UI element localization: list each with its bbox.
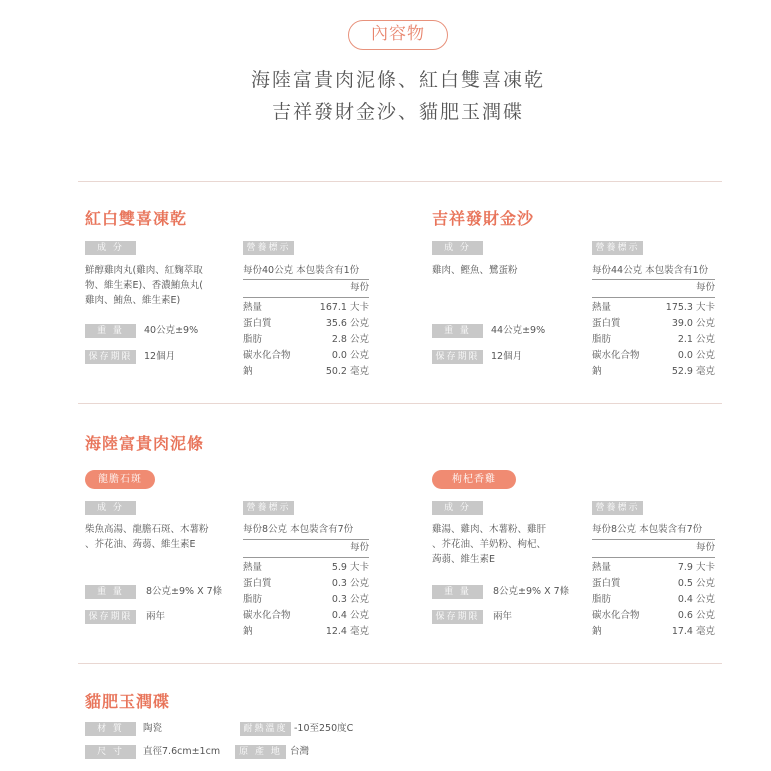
weight-tag: 重 量 — [432, 324, 483, 338]
shelf-life-tag: 保存期限 — [85, 350, 136, 364]
nutrient-name-calories: 熱量 — [592, 562, 612, 573]
nutrient-value-protein: 35.6 公克 — [325, 318, 369, 329]
ingredients-line-1: 雞肉、鰹魚、鷺蛋粉 — [432, 265, 518, 276]
nutrient-value-calories: 7.9 大卡 — [677, 562, 715, 573]
shelf-life-value: 12個月 — [144, 351, 176, 362]
nutrient-value-sodium: 50.2 毫克 — [325, 366, 369, 377]
nutrient-value-fat: 0.3 公克 — [331, 594, 369, 605]
serving-size: 每份8公克 本包裝含有7份 — [243, 524, 354, 535]
puree-title: 海陸富貴肉泥條 — [85, 434, 205, 453]
nutrient-value-calories: 175.3 大卡 — [665, 302, 715, 313]
nutrient-name-sodium: 鈉 — [243, 626, 253, 637]
dish-title: 貓肥玉潤碟 — [85, 692, 171, 711]
nutrition-rule — [243, 279, 369, 280]
heat-resist-tag: 耐熱溫度 — [240, 722, 291, 736]
nutrient-name-carbs: 碳水化合物 — [243, 610, 291, 621]
nutrient-name-protein: 蛋白質 — [243, 578, 272, 589]
ingredients-line-1: 雞湯、雞肉、木薯粉、雞肝 — [432, 524, 547, 535]
nutrient-value-protein: 0.5 公克 — [677, 578, 715, 589]
ingredients-tag: 成 分 — [432, 241, 483, 255]
size-value: 直徑7.6cm±1cm — [143, 746, 221, 757]
nutrient-name-fat: 脂肪 — [592, 594, 612, 605]
nutrition-rule — [243, 539, 369, 540]
ingredients-line-2: 、芥花油、羊奶粉、枸杞、 — [432, 539, 547, 550]
nutrient-name-fat: 脂肪 — [243, 334, 263, 345]
origin-value: 台灣 — [290, 746, 310, 757]
heat-resist-value: -10至250度C — [294, 723, 354, 734]
nutrient-name-calories: 熱量 — [243, 302, 263, 313]
weight-value: 44公克±9% — [491, 325, 546, 336]
size-tag: 尺 寸 — [85, 745, 136, 759]
weight-tag: 重 量 — [85, 324, 136, 338]
per-unit-label: 每份 — [695, 542, 715, 553]
nutrient-value-fat: 0.4 公克 — [677, 594, 715, 605]
variant-b-pill: 枸杞香雞 — [432, 470, 516, 489]
nutrient-name-carbs: 碳水化合物 — [243, 350, 291, 361]
nutrition-rule — [592, 279, 715, 280]
ingredients-line-3: 蒟蒻、維生素E — [432, 554, 496, 565]
ingredients-line-3: 雞肉、鮪魚、維生素E) — [85, 295, 181, 306]
divider-bottom — [78, 663, 722, 664]
nutrition-rule — [243, 557, 369, 558]
golden-sand-title: 吉祥發財金沙 — [432, 209, 535, 228]
contents-badge: 內容物 — [348, 20, 448, 50]
page-title-line-2: 吉祥發財金沙、貓肥玉潤碟 — [271, 101, 524, 123]
nutrient-value-sodium: 17.4 毫克 — [671, 626, 715, 637]
nutrient-value-carbs: 0.0 公克 — [331, 350, 369, 361]
nutrient-name-carbs: 碳水化合物 — [592, 610, 640, 621]
serving-size: 每份40公克 本包裝含有1份 — [243, 265, 360, 276]
nutrient-name-fat: 脂肪 — [243, 594, 263, 605]
origin-tag: 原 產 地 — [235, 745, 286, 759]
ingredients-line-1: 鮮醇雞肉丸(雞肉、紅麴萃取 — [85, 265, 203, 276]
nutrient-value-fat: 2.1 公克 — [677, 334, 715, 345]
nutrient-name-sodium: 鈉 — [592, 626, 602, 637]
nutrition-tag: 營養標示 — [243, 501, 294, 515]
per-unit-label: 每份 — [695, 282, 715, 293]
ingredients-line-2: 物、維生素E)、香濃鮪魚丸( — [85, 280, 203, 291]
weight-tag: 重 量 — [432, 585, 483, 599]
nutrition-tag: 營養標示 — [592, 501, 643, 515]
nutrient-value-protein: 0.3 公克 — [331, 578, 369, 589]
serving-size: 每份8公克 本包裝含有7份 — [592, 524, 703, 535]
nutrient-value-carbs: 0.0 公克 — [677, 350, 715, 361]
nutrient-value-carbs: 0.4 公克 — [331, 610, 369, 621]
nutrient-value-calories: 5.9 大卡 — [331, 562, 369, 573]
ingredients-tag: 成 分 — [85, 501, 136, 515]
nutrient-name-sodium: 鈉 — [592, 366, 602, 377]
nutrition-tag: 營養標示 — [592, 241, 643, 255]
variant-a-pill: 龍膽石斑 — [85, 470, 155, 489]
nutrient-name-calories: 熱量 — [592, 302, 612, 313]
weight-value: 40公克±9% — [144, 325, 199, 336]
weight-value: 8公克±9% X 7條 — [146, 586, 223, 597]
per-unit-label: 每份 — [349, 542, 369, 553]
nutrient-name-protein: 蛋白質 — [243, 318, 272, 329]
ingredients-line-1: 柴魚高湯、龍膽石斑、木薯粉 — [85, 524, 209, 535]
material-value: 陶瓷 — [143, 723, 163, 734]
ingredients-tag: 成 分 — [432, 501, 483, 515]
nutrient-value-sodium: 12.4 毫克 — [325, 626, 369, 637]
nutrient-name-calories: 熱量 — [243, 562, 263, 573]
nutrient-value-fat: 2.8 公克 — [331, 334, 369, 345]
material-tag: 材 質 — [85, 722, 136, 736]
nutrient-value-protein: 39.0 公克 — [671, 318, 715, 329]
ingredients-line-2: 、芥花油、蒟蒻、維生素E — [85, 539, 196, 550]
nutrition-rule — [243, 297, 369, 298]
weight-tag: 重 量 — [85, 585, 136, 599]
serving-size: 每份44公克 本包裝含有1份 — [592, 265, 709, 276]
nutrient-name-protein: 蛋白質 — [592, 578, 621, 589]
divider-middle — [78, 403, 722, 404]
nutrition-rule — [592, 557, 715, 558]
nutrient-value-calories: 167.1 大卡 — [319, 302, 369, 313]
shelf-life-value: 12個月 — [491, 351, 523, 362]
shelf-life-value: 兩年 — [146, 611, 166, 622]
ingredients-tag: 成 分 — [85, 241, 136, 255]
shelf-life-tag: 保存期限 — [85, 610, 136, 624]
nutrition-tag: 營養標示 — [243, 241, 294, 255]
shelf-life-tag: 保存期限 — [432, 350, 483, 364]
freeze-dried-title: 紅白雙喜凍乾 — [85, 209, 188, 228]
nutrition-rule — [592, 297, 715, 298]
per-unit-label: 每份 — [349, 282, 369, 293]
weight-value: 8公克±9% X 7條 — [493, 586, 570, 597]
nutrient-name-sodium: 鈉 — [243, 366, 253, 377]
divider-top — [78, 181, 722, 182]
shelf-life-value: 兩年 — [493, 611, 513, 622]
shelf-life-tag: 保存期限 — [432, 610, 483, 624]
nutrition-rule — [592, 539, 715, 540]
nutrient-name-protein: 蛋白質 — [592, 318, 621, 329]
nutrient-name-carbs: 碳水化合物 — [592, 350, 640, 361]
nutrient-value-sodium: 52.9 毫克 — [671, 366, 715, 377]
nutrient-value-carbs: 0.6 公克 — [677, 610, 715, 621]
nutrient-name-fat: 脂肪 — [592, 334, 612, 345]
page-title-line-1: 海陸富貴肉泥條、紅白雙喜凍乾 — [250, 69, 545, 91]
